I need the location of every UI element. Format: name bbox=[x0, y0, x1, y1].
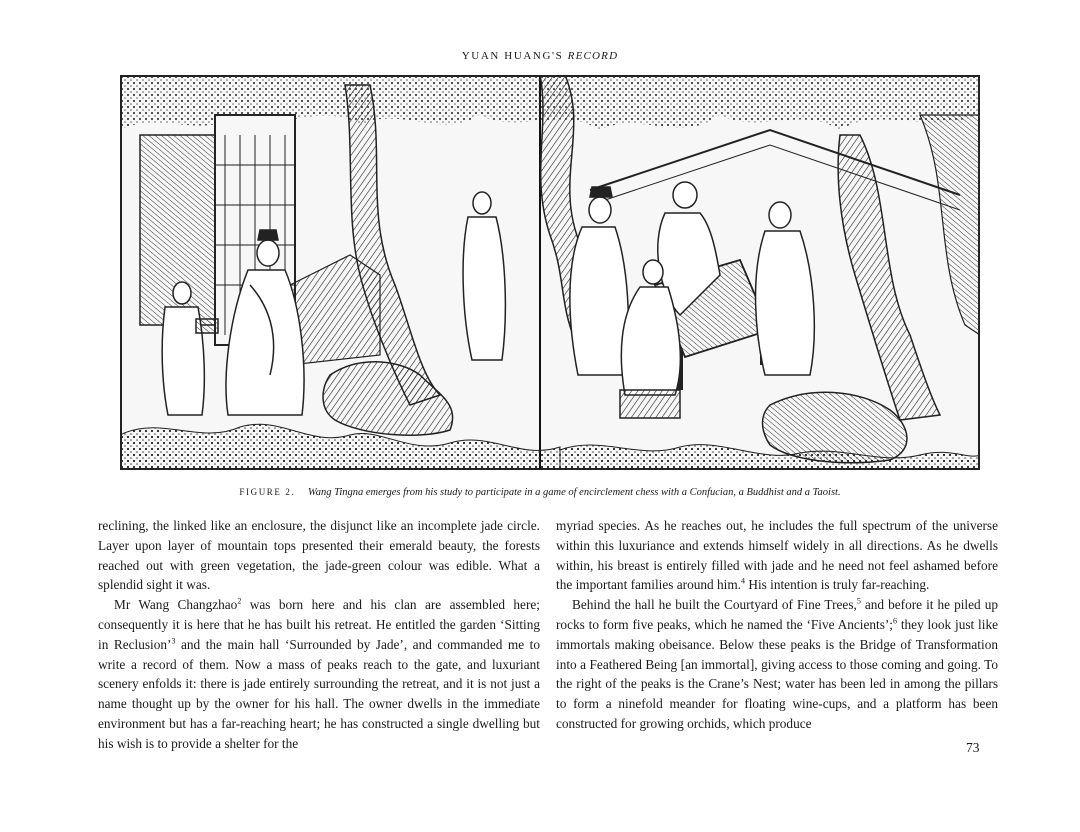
running-head bbox=[0, 50, 1080, 62]
text-run: and the main hall ‘Surrounded by Jade’, and commanded me to write a record of them. Now a mass of peaks reach to the gate, and luxuriant scenery enfolds it: there is jade entirely surrounding the retreat, and it is not just a name thought up by the owner for his hall. The owner dwells in the immediate environment but has a far-reaching heart; he has constructed a single dwelling but his wish is to provide a shelter for the bbox=[98, 636, 540, 751]
paragraph bbox=[98, 595, 540, 753]
figure-illustration bbox=[120, 75, 980, 470]
footnote-marker: 6 bbox=[893, 616, 897, 626]
running-head-italic: RECORD bbox=[567, 50, 619, 62]
text-run: Behind the hall he built the Courtyard of Fine Trees, bbox=[572, 597, 857, 613]
figure-caption-text: Wang Tingna emerges from his study to participate in a game of encirclement chess with a Confucian, a Buddhist and a Taoist. bbox=[307, 487, 841, 498]
figure-caption bbox=[0, 487, 1080, 498]
footnote-marker: 4 bbox=[741, 576, 746, 586]
footnote-marker: 5 bbox=[856, 596, 861, 606]
woodblock-print-illustration bbox=[120, 75, 980, 470]
text-run: was born here and his clan are assembled here; consequently it is here that he has built his retreat. He entitled the garden ‘Sitting in Reclusion’ bbox=[98, 597, 540, 652]
footnote-marker: 2 bbox=[237, 596, 242, 606]
paragraph bbox=[556, 516, 998, 595]
text-run: they look just like immortals making obeisance. Below these peaks is the Bridge of Transformation into a Feathered Being [an immortal], giving access to those coming and going. To the right of the peaks is the Crane’s Nest; water has been led in among the pillars to form a ninefold meander for floating wine-cups, and a platform has been constructed for growing orchids, which produce bbox=[556, 616, 998, 731]
text-run: His intention is truly far-reaching. bbox=[745, 577, 930, 593]
paragraph bbox=[556, 595, 998, 734]
paragraph: reclining, the linked like an enclosure, the disjunct like an incomplete jade circle. Layer upon layer of mountain tops presented their emerald beauty, the forests reached out with green vegetation, the jade-green colour was edible. What a splendid sight it was. bbox=[98, 518, 540, 593]
running-head-title: YUAN HUANG'S bbox=[461, 50, 564, 62]
text-run: myriad species. As he reaches out, he includes the full spectrum of the universe within this luxuriance and extends himself widely in all directions. As he dwells within, his breast is entirely filled with jade and he need not feel ashamed before the important families around him. bbox=[556, 518, 998, 593]
text-run: and before it he piled up rocks to form five peaks, which he named the ‘Five Ancients’; bbox=[556, 597, 998, 632]
figure-label: FIGURE 2. bbox=[239, 487, 296, 497]
text-run: Mr Wang Changzhao bbox=[114, 597, 238, 613]
body-text-right-column bbox=[556, 516, 998, 734]
page-number: 73 bbox=[966, 740, 980, 755]
body-text-left-column bbox=[98, 516, 540, 754]
footnote-marker: 3 bbox=[171, 636, 176, 646]
